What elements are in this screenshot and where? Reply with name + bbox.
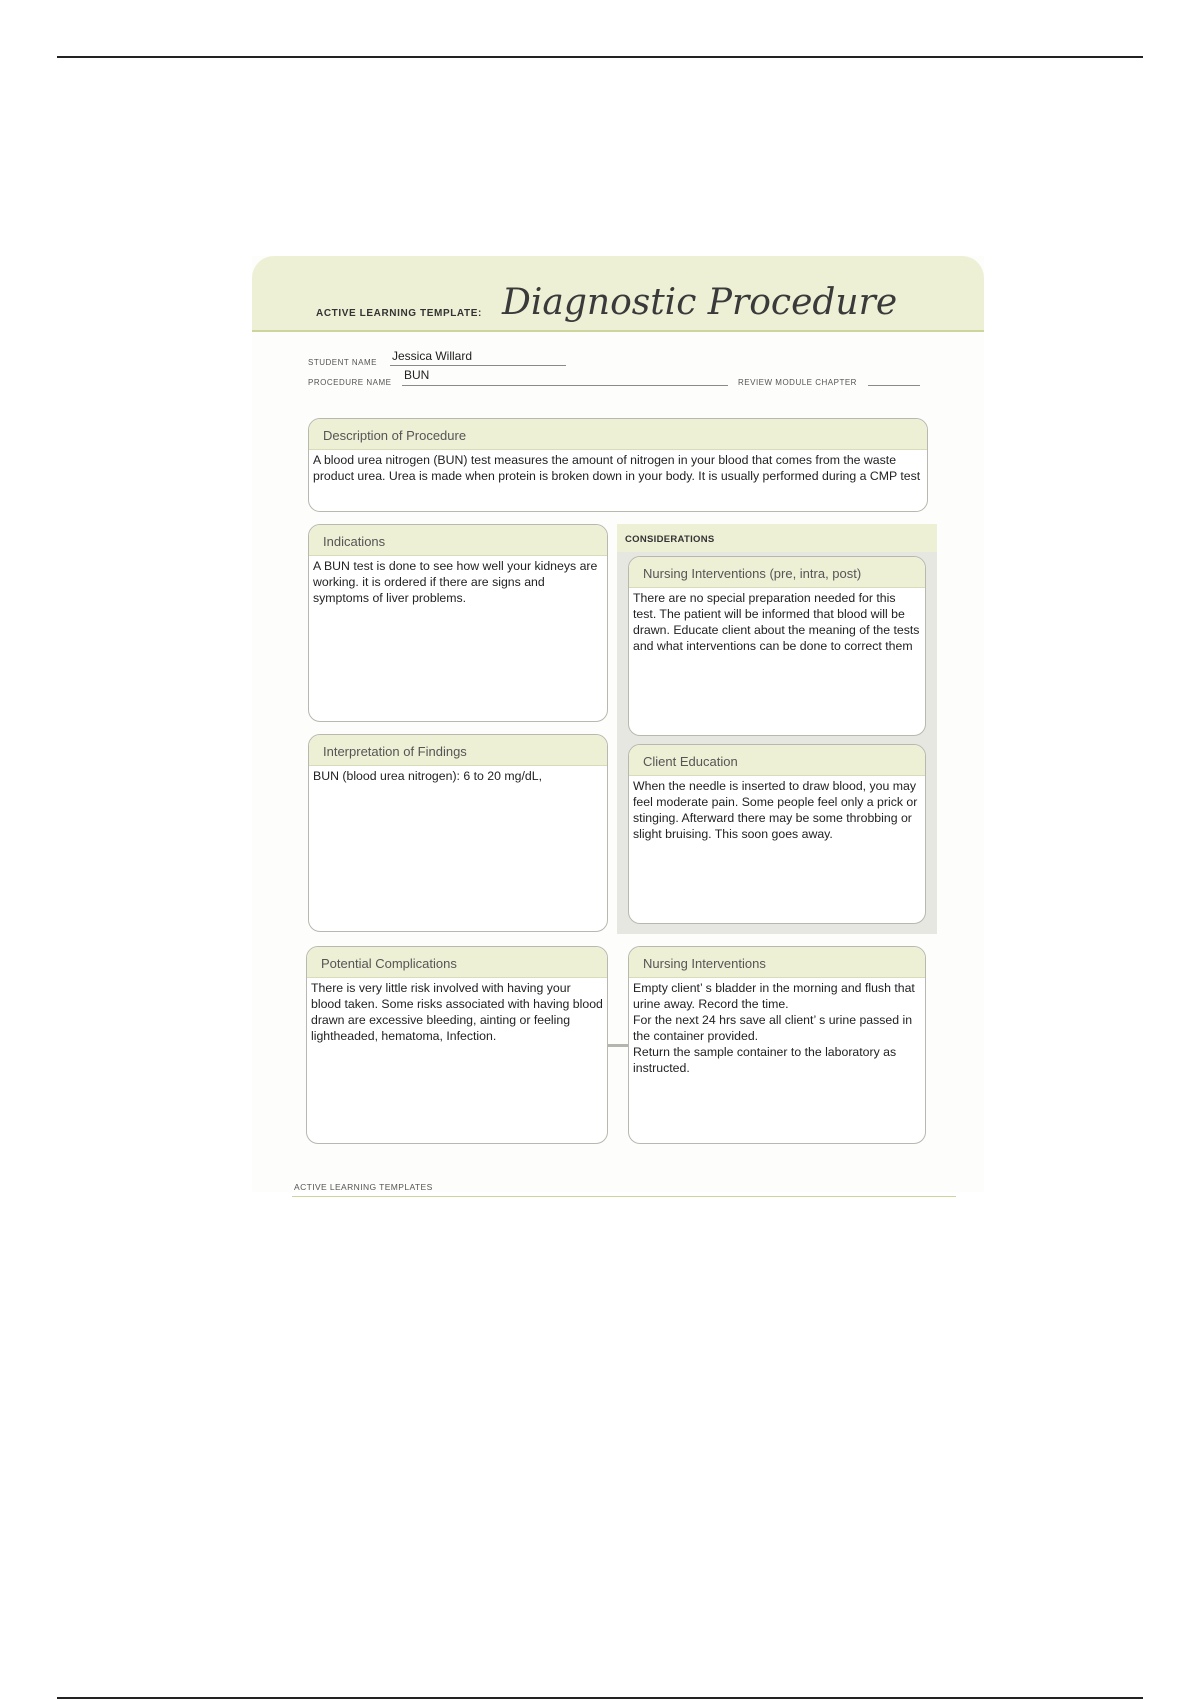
complications-box [306, 946, 608, 1144]
review-module-line[interactable] [868, 385, 920, 386]
procedure-name-line [402, 385, 728, 386]
nursing-interventions-pip-text[interactable]: There are no special preparation needed for this test. The patient will be informed that blood will be drawn. Educate client about the meaning of the tests and what interventions can be done to correct them [633, 591, 920, 653]
box-connector [608, 1044, 630, 1047]
student-name-value[interactable]: Jessica Willard [392, 349, 473, 363]
review-module-label: REVIEW MODULE CHAPTER [738, 378, 857, 387]
client-education-box [628, 744, 926, 924]
indications-box [308, 524, 608, 722]
template-label: ACTIVE LEARNING TEMPLATE: [316, 308, 482, 319]
complications-text[interactable]: There is very little risk involved with having your blood taken. Some risks associated with having blood drawn are excessive bleeding, ainting or feeling lightheaded, hematoma, Infection. [311, 981, 603, 1043]
bottom-rule [57, 1697, 1143, 1699]
nursing-interventions-pip-heading: Nursing Interventions (pre, intra, post) [629, 557, 925, 588]
template-header [252, 256, 984, 332]
procedure-name-label: PROCEDURE NAME [308, 378, 392, 387]
considerations-header [617, 524, 937, 552]
top-rule [57, 56, 1143, 58]
description-heading: Description of Procedure [309, 419, 927, 450]
nursing-interventions-pip-box [628, 556, 926, 736]
student-name-line [390, 365, 566, 366]
footer-label: ACTIVE LEARNING TEMPLATES [294, 1182, 433, 1192]
client-education-heading: Client Education [629, 745, 925, 776]
description-box [308, 418, 928, 512]
procedure-name-value[interactable]: BUN [404, 368, 430, 382]
interpretation-heading: Interpretation of Findings [309, 735, 607, 766]
footer-line [292, 1196, 956, 1197]
considerations-label: CONSIDERATIONS [625, 534, 715, 545]
nursing-interventions-text[interactable]: Empty client’ s bladder in the morning and flush that urine away. Record the time. For the next 24 hrs save all client’ s urine passed in the container provided. Return the sample container to the laboratory as instructed. [633, 981, 915, 1075]
nursing-interventions-heading: Nursing Interventions [629, 947, 925, 978]
indications-text[interactable]: A BUN test is done to see how well your kidneys are working. it is ordered if there are signs and symptoms of liver problems. [313, 559, 598, 605]
interpretation-box [308, 734, 608, 932]
complications-heading: Potential Complications [307, 947, 607, 978]
client-education-text[interactable]: When the needle is inserted to draw blood, you may feel moderate pain. Some people feel only a prick or stinging. Afterward there may be some throbbing or slight bruising. This soon goes away. [633, 779, 918, 841]
indications-heading: Indications [309, 525, 607, 556]
interpretation-text[interactable]: BUN (blood urea nitrogen): 6 to 20 mg/dL, [313, 769, 542, 783]
template-title: Diagnostic Procedure [502, 282, 898, 323]
nursing-interventions-box [628, 946, 926, 1144]
description-text[interactable]: A blood urea nitrogen (BUN) test measures the amount of nitrogen in your blood that comes from the waste product urea. Urea is made when protein is broken down in your body. It is usually performed during a CMP test [313, 453, 921, 483]
template-sheet [252, 256, 984, 1192]
student-name-label: STUDENT NAME [308, 358, 377, 367]
